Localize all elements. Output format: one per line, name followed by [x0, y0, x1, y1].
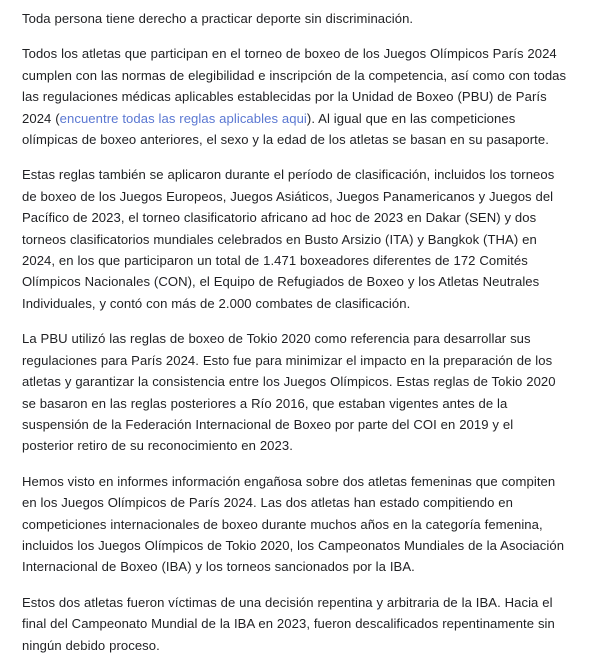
- paragraph-eligibility-text-before-link: Todos los atletas que participan en el torneo de boxeo de los Juegos Olímpicos París 2024 cumplen con las normas de elegibilidad e inscripción de la competencia, así como con todas las regulaciones médicas aplicables establecidas por la Unidad de Boxeo (PBU) de París 2024 (: [22, 46, 570, 126]
- paragraph-misleading-reports-text: Hemos visto en informes información engañosa sobre dos atletas femeninas que compiten en los Juegos Olímpicos de París 2024. Las dos atletas han estado compitiendo en competiciones internacionales de boxeo durante muchos años en la categoría femenina, incluidos los Juegos Olímpicos de Tokio 2020, los Campeonatos Mundiales de la Asociación Internacional de Boxeo (IBA) y los torneos sancionados por la IBA.: [22, 473, 568, 575]
- paragraph-iba-decision: [22, 592, 568, 656]
- paragraph-iba-decision-text: Estos dos atletas fueron víctimas de una decisión repentina y arbitraria de la IBA. Hacia el final del Campeonato Mundial de la IBA en 2023, fueron descalificados repentinamente sin ningún debido proceso.: [22, 594, 559, 653]
- paragraph-qualification-text: Estas reglas también se aplicaron durante el período de clasificación, incluidos los torneos de boxeo de los Juegos Europeos, Juegos Asiáticos, Juegos Panamericanos y Juegos del Pacífico de 2023, el torneo clasificatorio africano ad hoc de 2023 en Dakar (SEN) y dos torneos clasificatorios mundiales celebrados en Busto Arsizio (ITA) y Bangkok (THA) en 2024, en los que participaron un total de 1.471 boxeadores diferentes de 172 Comités Olímpicos Nacionales (CON), el Equipo de Refugiados de Boxeo y los Atletas Neutrales Individuales, y contó con más de 2.000 combates de clasificación.: [22, 167, 559, 311]
- paragraph-pbu-rules-text: La PBU utilizó las reglas de boxeo de Tokio 2020 como referencia para desarrollar sus regulaciones para París 2024. Esto fue para minimizar el impacto en la preparación de los atletas y garantizar la consistencia entre los Juegos Olímpicos. Estas reglas de Tokio 2020 se basaron en las reglas posteriores a Río 2016, que estaban vigentes antes de la suspensión de la Federación Internacional de Boxeo por parte del COI en 2019 y el posterior retiro de su reconocimiento en 2023.: [22, 331, 560, 454]
- paragraph-eligibility: [22, 43, 568, 150]
- paragraph-misleading-reports: [22, 471, 568, 578]
- paragraph-qualification: [22, 164, 568, 314]
- paragraph-pbu-rules: [22, 328, 568, 456]
- applicable-rules-link[interactable]: encuentre todas las reglas aplicables aqui: [59, 110, 307, 126]
- paragraph-intro: [22, 8, 568, 29]
- paragraph-eligibility-text-after-link: ). Al igual que en las competiciones olímpicas de boxeo anteriores, el sexo y la edad de los atletas se basan en su pasaporte.: [22, 110, 549, 148]
- paragraph-intro-text: Toda persona tiene derecho a practicar deporte sin discriminación.: [22, 11, 414, 26]
